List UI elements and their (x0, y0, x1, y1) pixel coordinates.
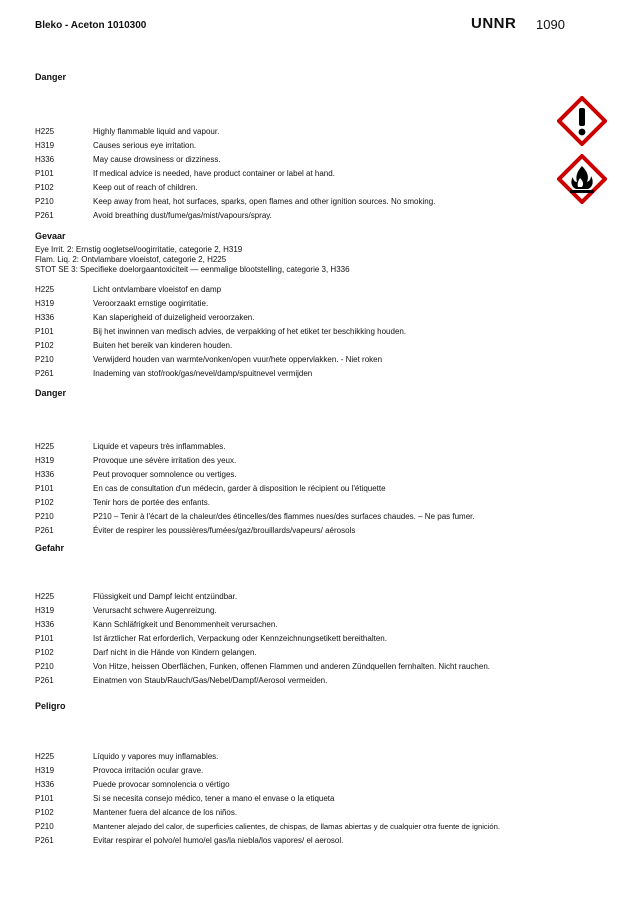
classification-line: Flam. Liq. 2: Ontvlambare vloeistof, categorie 2, H225 (35, 255, 227, 264)
statement-text: Verwijderd houden van warmte/vonken/open vuur/hete oppervlakken. - Niet roken (93, 355, 383, 364)
statement-code: H225 (35, 752, 55, 761)
statement-code: H319 (35, 766, 55, 775)
statement-code: P210 (35, 512, 54, 521)
statement-code: H336 (35, 620, 55, 629)
statement-text: P210 – Tenir à l'écart de la chaleur/des étincelles/des flammes nues/des surfaces chaudes. – Ne pas fumer. (93, 512, 475, 521)
classification-line: STOT SE 3: Specifieke doelorgaantoxiciteit — eenmalige blootstelling, categorie 3, H336 (35, 265, 350, 274)
flame-icon (557, 154, 607, 204)
statement-code: H336 (35, 780, 55, 789)
section-title-en: Danger (35, 72, 67, 82)
statement-text: Licht ontvlambare vloeistof en damp (93, 285, 222, 294)
statement-text: Keep out of reach of children. (93, 183, 198, 192)
statement-text: Provoca irritación ocular grave. (93, 766, 204, 775)
statement-text: Einatmen von Staub/Rauch/Gas/Nebel/Dampf/Aerosol vermeiden. (93, 676, 328, 685)
statement-code: P210 (35, 197, 54, 206)
statement-text: Ist ärztlicher Rat erforderlich, Verpackung oder Kennzeichnungsetikett bereithalten. (93, 634, 387, 643)
statement-text: May cause drowsiness or dizziness. (93, 155, 221, 164)
statement-code: H319 (35, 299, 55, 308)
statement-text: Highly flammable liquid and vapour. (93, 127, 220, 136)
statement-text: Kann Schläfrigkeit und Benommenheit verursachen. (93, 620, 278, 629)
section-title-fr: Danger (35, 388, 67, 398)
statement-code: P102 (35, 808, 54, 817)
statement-code: P261 (35, 836, 54, 845)
statement-code: P210 (35, 822, 54, 831)
statement-code: P261 (35, 526, 54, 535)
section-title-es: Peligro (35, 701, 66, 711)
statement-code: H319 (35, 456, 55, 465)
statement-code: H225 (35, 285, 55, 294)
statement-text: Causes serious eye irritation. (93, 141, 197, 150)
statement-code: H225 (35, 442, 55, 451)
unnr-label: UNNR (471, 15, 517, 32)
statement-text: Liquide et vapeurs très inflammables. (93, 442, 226, 451)
statement-text: Si se necesita consejo médico, tener a mano el envase o la etiqueta (93, 794, 335, 803)
statement-text: Mantener fuera del alcance de los niños. (93, 808, 238, 817)
statement-code: H319 (35, 606, 55, 615)
statement-code: P101 (35, 327, 54, 336)
statement-text: Veroorzaakt ernstige oogirritatie. (93, 299, 209, 308)
statement-code: P210 (35, 355, 54, 364)
section-title-de: Gefahr (35, 543, 65, 553)
statement-text: Tenir hors de portée des enfants. (93, 498, 210, 507)
statement-code: P102 (35, 498, 54, 507)
statement-code: P102 (35, 183, 54, 192)
statement-text: Evitar respirar el polvo/el humo/el gas/la niebla/los vapores/ el aerosol. (93, 836, 344, 845)
statement-text: Líquido y vapores muy inflamables. (93, 752, 219, 761)
statement-code: P261 (35, 369, 54, 378)
statement-code: P101 (35, 634, 54, 643)
statement-code: P210 (35, 662, 54, 671)
section-title-nl: Gevaar (35, 231, 66, 241)
statement-code: P261 (35, 211, 54, 220)
statement-code: P101 (35, 169, 54, 178)
statement-text: Flüssigkeit und Dampf leicht entzündbar. (93, 592, 238, 601)
statement-text: Provoque une sévère irritation des yeux. (93, 456, 237, 465)
statement-text: Buiten het bereik van kinderen houden. (93, 341, 233, 350)
statement-code: H336 (35, 313, 55, 322)
statement-code: H319 (35, 141, 55, 150)
statement-text: Keep away from heat, hot surfaces, sparks, open flames and other ignition sources. No smoking. (93, 197, 436, 206)
statement-code: P101 (35, 484, 54, 493)
statement-text: Von Hitze, heissen Oberflächen, Funken, offenen Flammen und anderen Zündquellen fernhalten. Nicht rauchen. (93, 662, 490, 671)
statement-text: Verursacht schwere Augenreizung. (93, 606, 217, 615)
statement-code: P101 (35, 794, 54, 803)
statement-code: H225 (35, 127, 55, 136)
statement-code: H336 (35, 470, 55, 479)
statement-text: Kan slaperigheid of duizeligheid veroorzaken. (93, 313, 255, 322)
document-title: Bleko - Aceton 1010300 (35, 20, 147, 31)
statement-text: Éviter de respirer les poussières/fumées/gaz/brouillards/vapeurs/ aérosols (93, 526, 356, 535)
statement-text: If medical advice is needed, have product container or label at hand. (93, 169, 335, 178)
statement-text: Peut provoquer somnolence ou vertiges. (93, 470, 237, 479)
classification-line: Eye Irrit. 2: Ernstig oogletsel/oogirritatie, categorie 2, H319 (35, 245, 243, 254)
unnr-number: 1090 (536, 17, 565, 32)
statement-text: Inademing van stof/rook/gas/nevel/damp/spuitnevel vermijden (93, 369, 313, 378)
exclamation-mark-icon (557, 96, 607, 146)
statement-text: Puede provocar somnolencia o vértigo (93, 780, 230, 789)
statement-code: H336 (35, 155, 55, 164)
statement-text: Darf nicht in die Hände von Kindern gelangen. (93, 648, 257, 657)
statement-code: P261 (35, 676, 54, 685)
statement-text: Bij het inwinnen van medisch advies, de verpakking of het etiket ter beschikking houden. (93, 327, 407, 336)
statement-code: P102 (35, 341, 54, 350)
statement-text: Mantener alejado del calor, de superficies calientes, de chispas, de llamas abiertas y de cualquier otra fuente de ignición. (93, 822, 500, 831)
statement-text: En cas de consultation d'un médecin, garder à disposition le récipient ou l'étiquette (93, 484, 386, 493)
statement-code: H225 (35, 592, 55, 601)
statement-text: Avoid breathing dust/fume/gas/mist/vapours/spray. (93, 211, 272, 220)
statement-code: P102 (35, 648, 54, 657)
